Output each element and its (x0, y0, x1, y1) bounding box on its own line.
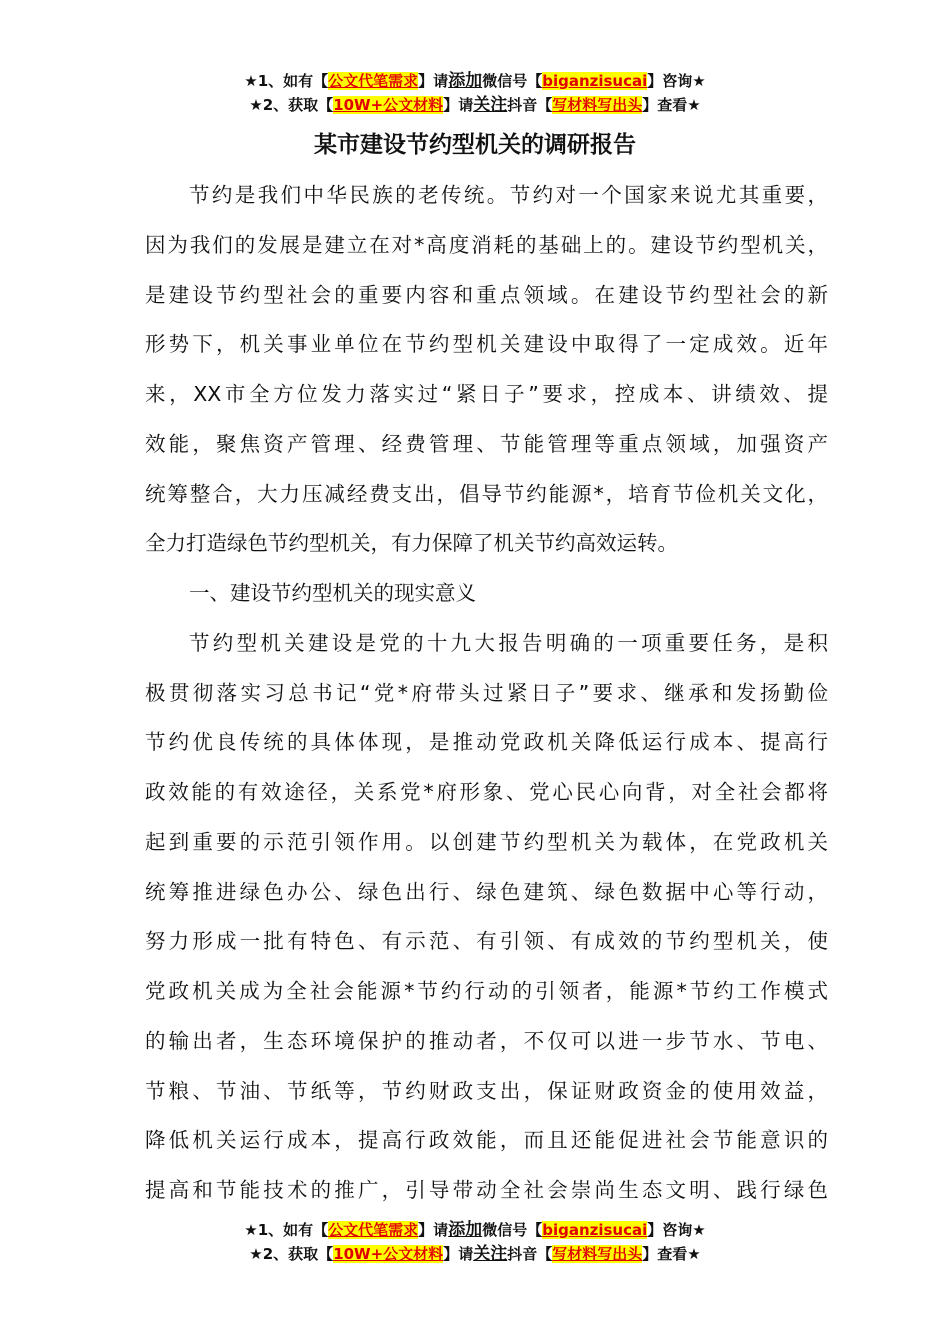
banner-text: ★2、获取【 (249, 96, 334, 114)
banner-text: ★2、获取【 (249, 1245, 334, 1263)
underlined-text: 关注 (473, 1244, 508, 1264)
banner-text: ★1、如有【 (244, 72, 329, 90)
section-heading: 一、建设节约型机关的现实意义 (189, 581, 476, 605)
bottom-banner (0, 1218, 950, 1266)
paragraph-line: 因为我们的发展是建立在对*高度消耗的基础上的。建设节约型机关， (145, 232, 828, 257)
paragraph-line: 节约型机关建设是党的十九大报告明确的一项重要任务，是积 (189, 630, 828, 655)
paragraph-line: 政效能的有效途径，关系党*府形象、党心民心向背，对全社会都将 (145, 780, 828, 804)
paragraph-line: 起到重要的示范引领作用。以创建节约型机关为载体，在党政机关 (145, 829, 828, 854)
paragraph-line: 统筹整合，大力压减经费支出，倡导节约能源*，培育节俭机关文化， (145, 481, 828, 506)
highlight-text: 公文代笔需求 (328, 1221, 419, 1239)
top-banner (0, 69, 950, 117)
paragraph-line: 效能，聚焦资产管理、经费管理、节能管理等重点领域，加强资产 (145, 431, 828, 456)
paragraph-line: 是建设节约型社会的重要内容和重点领域。在建设节约型社会的新 (145, 282, 828, 307)
paragraph-line: 降低机关运行成本，提高行政效能，而且还能促进社会节能意识的 (145, 1128, 828, 1153)
banner-text: 】查看★ (642, 96, 701, 114)
paragraph-line: 努力形成一批有特色、有示范、有引领、有成效的节约型机关，使 (145, 929, 828, 954)
paragraph-line: 形势下，机关事业单位在节约型机关建设中取得了一定成效。近年 (145, 332, 828, 357)
banner-text: 】咨询★ (647, 1221, 706, 1239)
wechat-id: biganzisucai (542, 1221, 648, 1239)
banner-line-2 (0, 1242, 950, 1266)
banner-text: 】请 (418, 1221, 449, 1239)
banner-text: 微信号【 (482, 1221, 543, 1239)
paragraph-line: 来，XX市全方位发力落实过“紧日子”要求，控成本、讲绩效、提 (145, 382, 828, 406)
highlight-text: 公文代笔需求 (328, 72, 419, 90)
banner-line-1 (0, 1218, 950, 1242)
paragraph-line: 统筹推进绿色办公、绿色出行、绿色建筑、绿色数据中心等行动， (145, 879, 828, 904)
paragraph-line: 提高和节能技术的推广，引导带动全社会崇尚生态文明、践行绿色 (145, 1178, 828, 1202)
underlined-text: 关注 (473, 95, 508, 115)
underlined-text: 添加 (448, 1220, 483, 1240)
douyin-id: 写材料写出头 (552, 96, 643, 114)
document-body (145, 176, 828, 1221)
banner-line-1 (0, 69, 950, 93)
paragraph-line: 党政机关成为全社会能源*节约行动的引领者，能源*节约工作模式 (145, 979, 828, 1003)
banner-line-2 (0, 93, 950, 117)
document-title: 某市建设节约型机关的调研报告 (314, 132, 636, 158)
banner-text: 微信号【 (482, 72, 543, 90)
paragraph-line: 节约是我们中华民族的老传统。节约对一个国家来说尤其重要， (189, 183, 828, 207)
banner-text: 】查看★ (642, 1245, 701, 1263)
highlight-text: 10W+公文材料 (333, 96, 444, 114)
banner-text: 抖音【 (507, 96, 553, 114)
banner-text: 抖音【 (507, 1245, 553, 1263)
banner-text: 】咨询★ (647, 72, 706, 90)
wechat-id: biganzisucai (542, 72, 648, 90)
banner-text: 】请 (443, 1245, 474, 1263)
paragraph-line: 节约优良传统的具体体现，是推动党政机关降低运行成本、提高行 (145, 730, 828, 755)
highlight-text: 10W+公文材料 (333, 1245, 444, 1263)
paragraph-line: 全力打造绿色节约型机关，有力保障了机关节约高效运转。 (145, 531, 678, 556)
banner-text: 】请 (418, 72, 449, 90)
douyin-id: 写材料写出头 (552, 1245, 643, 1263)
paragraph-line: 的输出者，生态环境保护的推动者，不仅可以进一步节水、节电、 (145, 1028, 828, 1053)
paragraph-line: 节粮、节油、节纸等，节约财政支出，保证财政资金的使用效益， (145, 1078, 828, 1103)
underlined-text: 添加 (448, 71, 483, 91)
paragraph-line: 极贯彻落实习总书记“党*府带头过紧日子”要求、继承和发扬勤俭 (145, 680, 828, 705)
banner-text: 】请 (443, 96, 474, 114)
banner-text: ★1、如有【 (244, 1221, 329, 1239)
